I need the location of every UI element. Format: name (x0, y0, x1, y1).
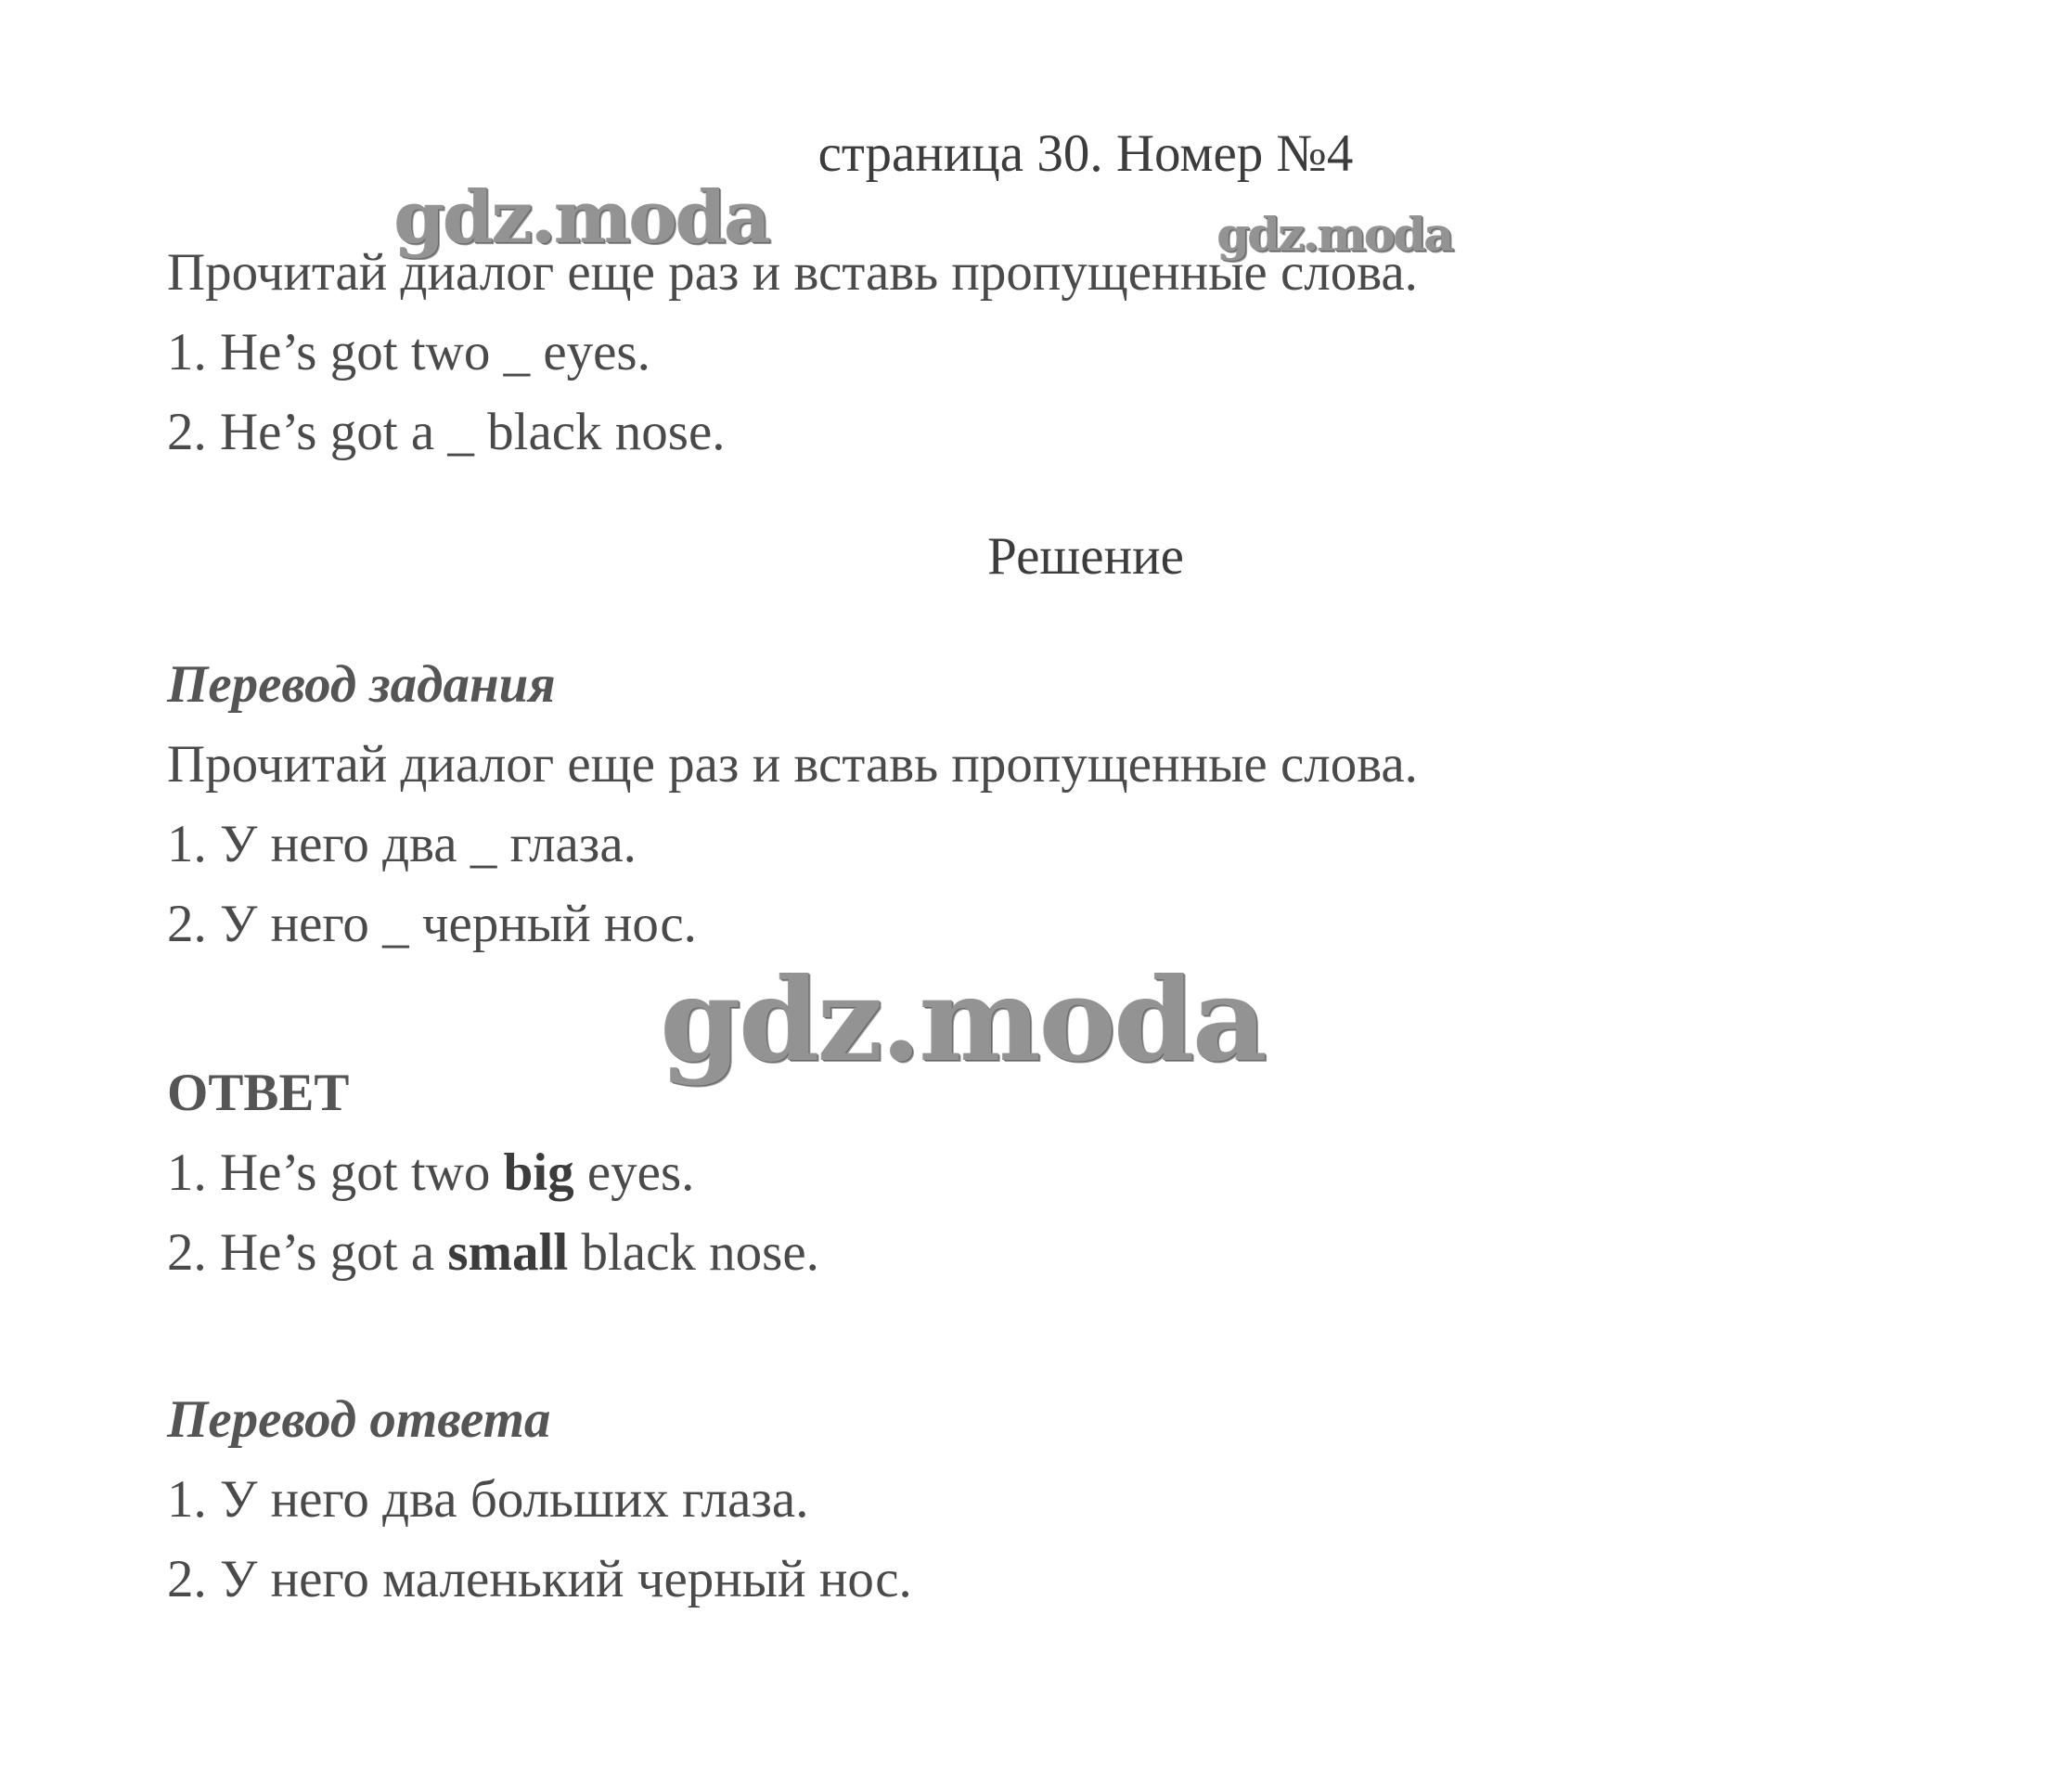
watermark-logo-top-right: gdz.moda (1217, 207, 1453, 262)
answer-translation-item-1: 1. У него два больших глаза. (167, 1470, 809, 1529)
page-title: страница 30. Номер №4 (817, 124, 1354, 183)
task-item-1: 1. He’s got two _ eyes. (167, 323, 650, 381)
answer-item-1-after: eyes. (573, 1143, 695, 1202)
answer-translation-item-2: 2. У него маленький черный нос. (167, 1550, 912, 1608)
task-item-2: 2. He’s got a _ black nose. (167, 403, 726, 461)
answer-item-2-before: 2. He’s got a (167, 1223, 448, 1282)
answer-item-2 (167, 1221, 819, 1285)
answer-item-2-word: small (447, 1223, 569, 1282)
answer-item-2-after: black nose. (568, 1223, 819, 1282)
solution-label: Решение (987, 527, 1184, 586)
task-translation-item-1: 1. У него два _ глаза. (167, 815, 637, 873)
watermark-logo-center: gdz.moda (661, 953, 1266, 1088)
answer-item-1-before: 1. He’s got two (167, 1143, 504, 1202)
answer-item-1 (167, 1142, 694, 1205)
watermark-logo-top-left: gdz.moda (394, 175, 770, 260)
task-translation-heading: Перевод задания (167, 655, 556, 714)
answer-heading: ОТВЕТ (167, 1064, 350, 1122)
task-translation-instruction: Прочитай диалог еще раз и вставь пропущенные слова. (167, 735, 1418, 794)
answer-translation-heading: Перевод ответа (167, 1390, 551, 1449)
answer-item-1-word: big (503, 1143, 574, 1202)
task-translation-item-2: 2. У него _ черный нос. (167, 895, 697, 953)
task-instruction: Прочитай диалог еще раз и вставь пропущенные слова. (167, 243, 1418, 302)
